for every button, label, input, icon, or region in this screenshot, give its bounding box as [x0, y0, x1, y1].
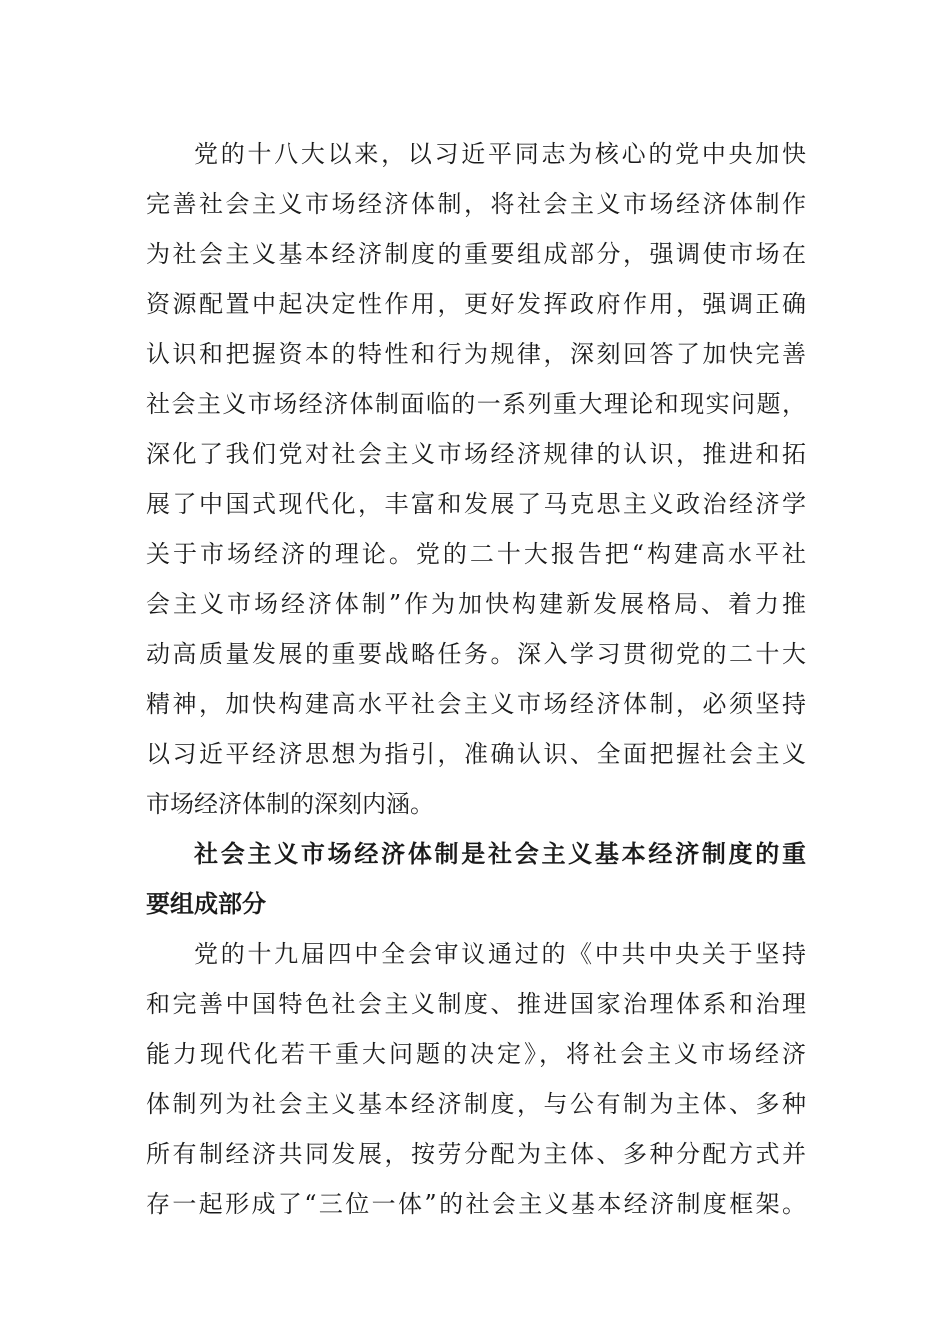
paragraph-line: 完善社会主义市场经济体制，将社会主义市场经济体制作 — [146, 190, 806, 218]
heading-line: 要组成部分 — [146, 890, 266, 918]
paragraph-line: 社会主义市场经济体制面临的一系列重大理论和现实问题， — [146, 390, 806, 418]
paragraph-line: 体制列为社会主义基本经济制度，与公有制为主体、多种 — [146, 1090, 806, 1118]
paragraph-line: 所有制经济共同发展，按劳分配为主体、多种分配方式并 — [146, 1140, 806, 1168]
paragraph-line: 精神，加快构建高水平社会主义市场经济体制，必须坚持 — [146, 690, 806, 718]
paragraph-line: 深化了我们党对社会主义市场经济规律的认识，推进和拓 — [146, 440, 806, 468]
paragraph-line: 存一起形成了“三位一体”的社会主义基本经济制度框架。 — [146, 1190, 806, 1218]
paragraph-line: 以习近平经济思想为指引，准确认识、全面把握社会主义 — [146, 740, 806, 768]
paragraph-line: 能力现代化若干重大问题的决定》，将社会主义市场经济 — [146, 1040, 806, 1068]
paragraph-line: 资源配置中起决定性作用，更好发挥政府作用，强调正确 — [146, 290, 806, 318]
heading-line: 社会主义市场经济体制是社会主义基本经济制度的重 — [194, 840, 806, 868]
paragraph-line: 会主义市场经济体制”作为加快构建新发展格局、着力推 — [146, 590, 806, 618]
paragraph-line: 展了中国式现代化，丰富和发展了马克思主义政治经济学 — [146, 490, 806, 518]
paragraph-line: 为社会主义基本经济制度的重要组成部分，强调使市场在 — [146, 240, 806, 268]
paragraph-line: 党的十九届四中全会审议通过的《中共中央关于坚持 — [194, 940, 806, 968]
paragraph-line: 党的十八大以来，以习近平同志为核心的党中央加快 — [194, 140, 806, 168]
paragraph-line: 市场经济体制的深刻内涵。 — [146, 790, 434, 818]
paragraph-line: 和完善中国特色社会主义制度、推进国家治理体系和治理 — [146, 990, 806, 1018]
paragraph-line: 关于市场经济的理论。党的二十大报告把“构建高水平社 — [146, 540, 806, 568]
paragraph-line: 动高质量发展的重要战略任务。深入学习贯彻党的二十大 — [146, 640, 806, 668]
paragraph-line: 认识和把握资本的特性和行为规律，深刻回答了加快完善 — [146, 340, 806, 368]
